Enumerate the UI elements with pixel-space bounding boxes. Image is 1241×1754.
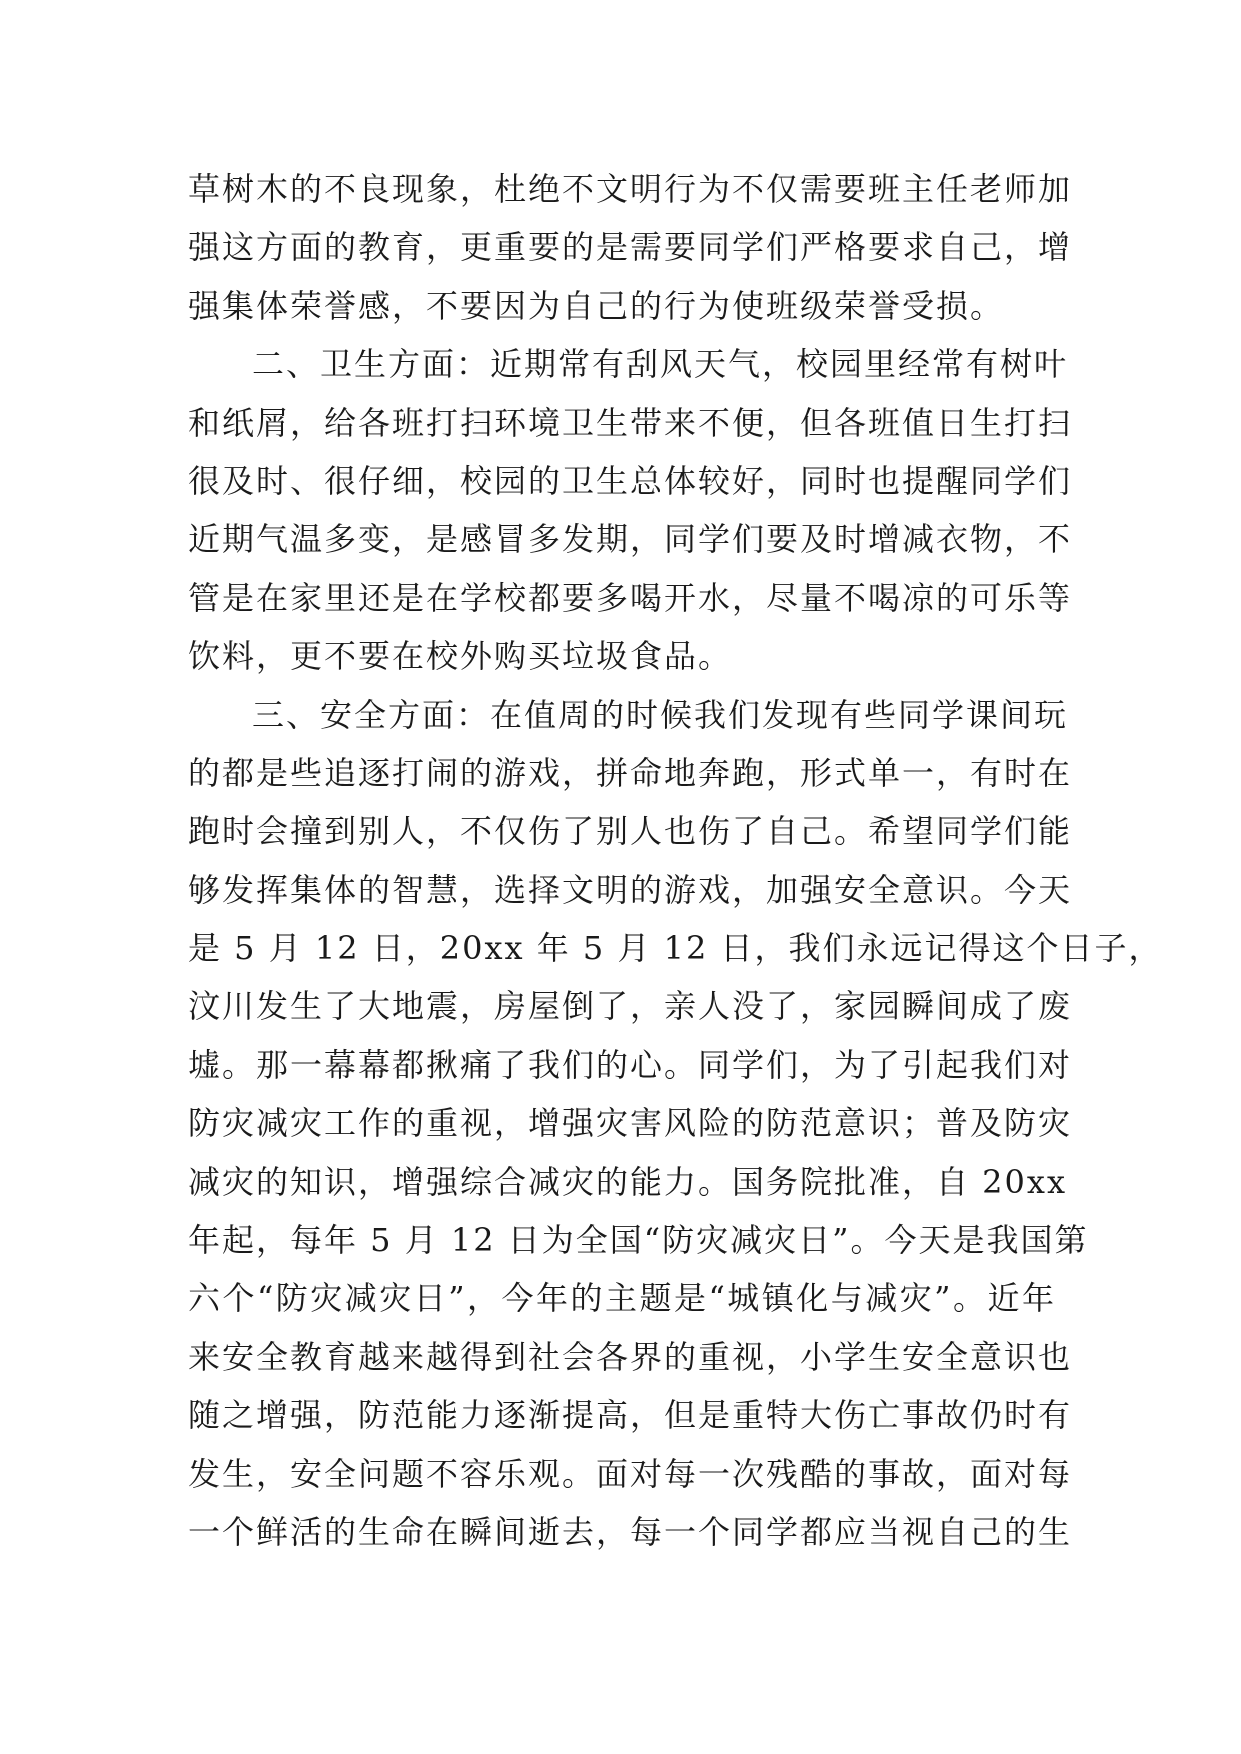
text-line: 的都是些追逐打闹的游戏，拼命地奔跑，形式单一，有时在 xyxy=(188,753,1073,792)
text-line: 饮料，更不要在校外购买垃圾食品。 xyxy=(188,637,733,676)
text-line: 和纸屑，给各班打扫环境卫生带来不便，但各班值日生打扫 xyxy=(188,403,1073,442)
text-line: 三、安全方面：在值周的时候我们发现有些同学课间玩 xyxy=(252,695,1069,734)
document-body xyxy=(188,160,1163,1561)
text-line: 随之增强，防范能力逐渐提高，但是重特大伤亡事故仍时有 xyxy=(188,1396,1073,1435)
text-line: 汶川发生了大地震，房屋倒了，亲人没了，家园瞬间成了废 xyxy=(188,987,1073,1026)
text-line: 草树木的不良现象，杜绝不文明行为不仅需要班主任老师加 xyxy=(188,170,1073,208)
text-line: 墟。那一幕幕都揪痛了我们的心。同学们，为了引起我们对 xyxy=(188,1045,1073,1084)
text-line: 够发挥集体的智慧，选择文明的游戏，加强安全意识。今天 xyxy=(188,870,1073,909)
text-line: 是 5 月 12 日，20xx 年 5 月 12 日，我们永远记得这个日子， xyxy=(188,929,1163,968)
text-line: 减灾的知识，增强综合减灾的能力。国务院批准，自 20xx xyxy=(188,1162,1067,1201)
text-line: 发生，安全问题不容乐观。面对每一次残酷的事故，面对每 xyxy=(188,1454,1073,1493)
text-line: 防灾减灾工作的重视，增强灾害风险的防范意识；普及防灾 xyxy=(188,1104,1073,1143)
text-line: 来安全教育越来越得到社会各界的重视，小学生安全意识也 xyxy=(188,1337,1073,1376)
text-line: 年起，每年 5 月 12 日为全国“防灾减灾日”。今天是我国第 xyxy=(188,1221,1089,1260)
text-line: 很及时、很仔细，校园的卫生总体较好，同时也提醒同学们 xyxy=(188,461,1073,500)
text-line: 强集体荣誉感，不要因为自己的行为使班级荣誉受损。 xyxy=(188,286,1005,325)
text-line: 六个“防灾减灾日”，今年的主题是“城镇化与减灾”。近年 xyxy=(188,1279,1056,1318)
text-line: 强这方面的教育，更重要的是需要同学们严格要求自己，增 xyxy=(188,228,1073,267)
text-line: 跑时会撞到别人，不仅伤了别人也伤了自己。希望同学们能 xyxy=(188,812,1073,851)
text-line: 二、卫生方面：近期常有刮风天气，校园里经常有树叶 xyxy=(252,345,1069,384)
text-line: 近期气温多变，是感冒多发期，同学们要及时增减衣物，不 xyxy=(188,520,1073,559)
text-line: 管是在家里还是在学校都要多喝开水，尽量不喝凉的可乐等 xyxy=(188,578,1073,617)
text-line: 一个鲜活的生命在瞬间逝去，每一个同学都应当视自己的生 xyxy=(188,1512,1073,1551)
